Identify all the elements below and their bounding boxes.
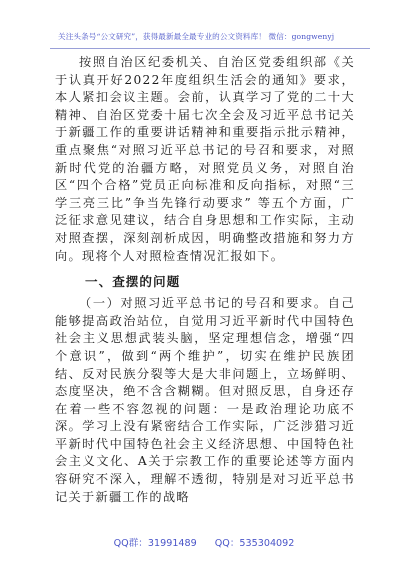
intro-paragraph: 按照自治区纪委机关、自治区党委组织部《关于认真开好2022年度组织生活会的通知》要求，本人紧扣会议主题。会前，认真学习了党的二十大精神、自治区党委十届七次全会及习近平总书记关于新疆工作的重要讲话精神和重要指示批示精神，重点聚焦“对照习近平总书记的号召和要求，对照新时代党的治疆方略，对照党员义务，对照自治区“四个合格”党员正向标准和反向指标，对照“三学三亮三比”争当先锋行动要求” 等五个方面，广泛征求意见建议，结合自身思想和工作实际，主动对照查摆，深刻剖析成因，明确整改措施和努力方向。现将个人对照检查情况汇报如下。 [55, 55, 355, 263]
promo-header: 关注头条号“公文研究”，获得最新最全最专业的公文资料库！ 微信：gongwenyj [58, 32, 335, 41]
section-heading: 一、查摆的问题 [85, 274, 181, 290]
section-paragraph: （一）对照习近平总书记的号召和要求。自己能够提高政治站位，自觉用习近平新时代中国特色社会主义思想武装头脑，坚定理想信念，增强“四个意识”，做到“两个维护”，切实在维护民族团结、反对民族分裂等大是大非问题上，立场鲜明、态度坚决，绝不含含糊糊。但对照反思，自身还存在着一些不容忽视的问题：一是政治理论功底不深。学习上没有紧密结合工作实际，广泛涉猎习近平新时代中国特色社会主义经济思想、中国特色社会主义文化、A关于宗教工作的重要论述等方面内容研究不深入，理解不透彻，特别是对习近平总书记关于新疆工作的战略 [55, 296, 355, 504]
qq-group-text: QQ群：31991489 [113, 538, 197, 549]
header-divider [50, 48, 370, 49]
document-body [55, 54, 355, 506]
contact-footer [0, 535, 408, 549]
qq-text: QQ：535304092 [214, 538, 295, 549]
